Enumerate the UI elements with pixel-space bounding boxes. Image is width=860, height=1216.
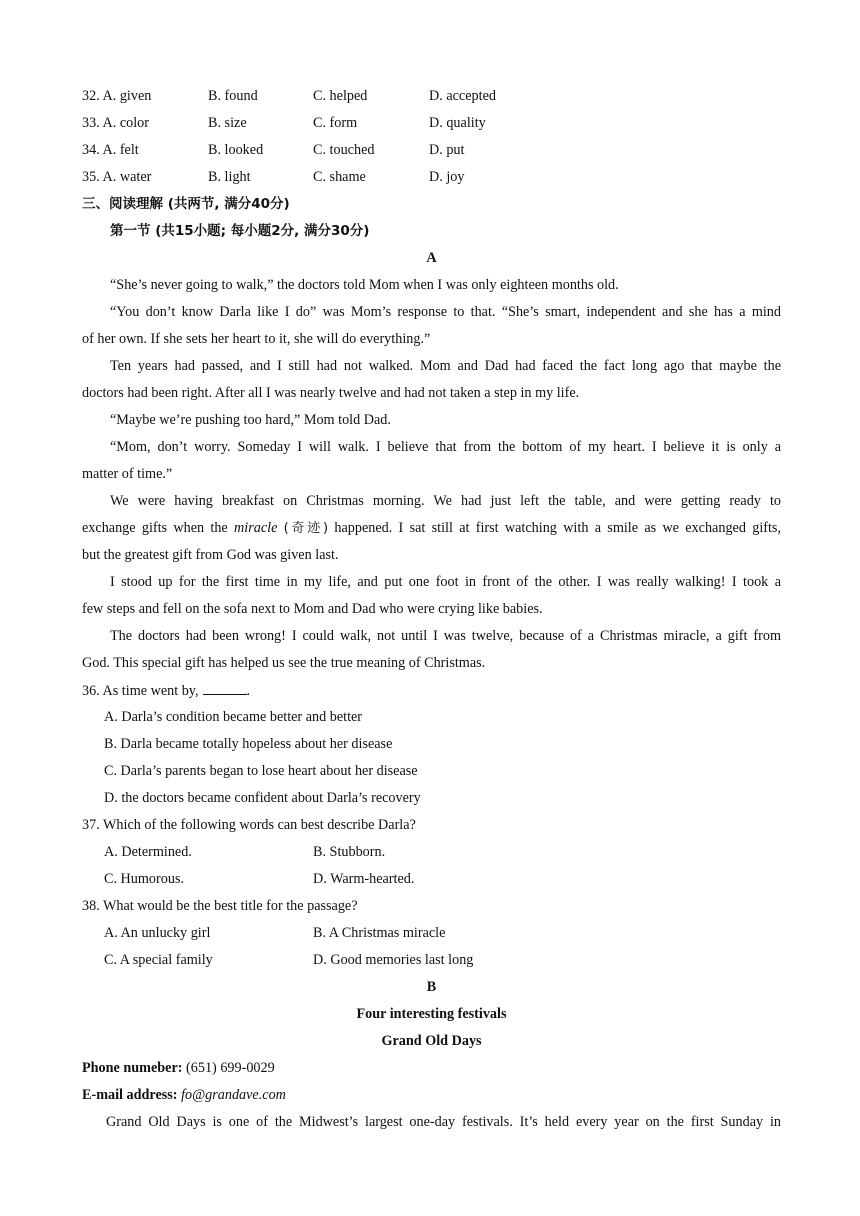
question-37-option-b: B. Stubborn. <box>313 844 386 860</box>
question-38-option-b: B. A Christmas miracle <box>313 925 446 941</box>
question-37-option-d: D. Warm-hearted. <box>313 871 415 887</box>
passage-b-paragraph: Grand Old Days is one of the Midwest’s largest one-day festivals. It’s held every year on the first Sunday in <box>106 1114 781 1130</box>
passage-a-label: A <box>426 250 437 266</box>
option-32-a: 32. A. given <box>82 88 152 104</box>
passage-a-paragraph: The doctors had been wrong! I could walk, not until I was twelve, because of a Christmas miracle, a gift from <box>110 628 781 644</box>
email-line <box>82 1085 782 1105</box>
answer-blank <box>203 680 247 695</box>
question-36-stem: 36. As time went by, <box>82 683 199 699</box>
question-37-option-c: C. Humorous. <box>104 871 185 887</box>
miracle-word: miracle <box>234 520 278 536</box>
option-34-a: 34. A. felt <box>82 142 139 158</box>
option-32-c: C. helped <box>313 88 368 104</box>
option-35-c: C. shame <box>313 169 366 185</box>
question-37-option-a: A. Determined. <box>104 844 192 860</box>
passage-a-paragraph: “You don’t know Darla like I do” was Mom’s response to that. “She’s smart, independent and she has a mind <box>110 304 781 320</box>
option-32-d: D. accepted <box>429 88 496 104</box>
question-38-option-c: C. A special family <box>104 952 213 968</box>
passage-a-paragraph: of her own. If she sets her heart to it, she will do everything.” <box>82 331 431 347</box>
section-heading: 三、阅读理解 (共两节, 满分40分) <box>82 196 290 212</box>
option-35-a: 35. A. water <box>82 169 152 185</box>
festival-title: Grand Old Days <box>381 1033 482 1049</box>
passage-a-paragraph: I stood up for the first time in my life, and put one foot in front of the other. I was really walking! I took a <box>110 574 781 590</box>
passage-a-paragraph: few steps and fell on the sofa next to Mom and Dad who were crying like babies. <box>82 601 543 617</box>
option-33-c: C. form <box>313 115 358 131</box>
passage-a-paragraph: “Maybe we’re pushing too hard,” Mom told Dad. <box>110 412 391 428</box>
option-33-a: 33. A. color <box>82 115 149 131</box>
option-35-d: D. joy <box>429 169 465 185</box>
option-33-b: B. size <box>208 115 247 131</box>
option-34-c: C. touched <box>313 142 375 158</box>
passage-a-paragraph: matter of time.” <box>82 466 173 482</box>
email-address: fo@grandave.com <box>181 1087 286 1103</box>
phone-label: Phone numeber: <box>82 1060 183 1076</box>
question-36-option-b: B. Darla became totally hopeless about her disease <box>104 736 393 752</box>
passage-a-paragraph: doctors had been right. After all I was nearly twelve and had not taken a step in my life. <box>82 385 580 401</box>
passage-a-paragraph: “She’s never going to walk,” the doctors told Mom when I was only eighteen months old. <box>110 277 619 293</box>
text-span: happened. I sat still at first watching with a smile as we exchanged gifts, <box>334 520 781 536</box>
question-36-option-d: D. the doctors became confident about Darla’s recovery <box>104 790 421 806</box>
phone-line <box>82 1058 782 1078</box>
chinese-gloss: (奇迹) <box>283 521 329 536</box>
subsection-heading: 第一节 (共15小题; 每小题2分, 满分30分) <box>110 223 370 239</box>
passage-b-title: Four interesting festivals <box>356 1006 507 1022</box>
passage-a-paragraph: We were having breakfast on Christmas morning. We had just left the table, and were getting ready to <box>110 493 781 509</box>
option-34-d: D. put <box>429 142 465 158</box>
question-38-stem: 38. What would be the best title for the passage? <box>82 898 358 914</box>
question-38-option-a: A. An unlucky girl <box>104 925 211 941</box>
passage-a-paragraph: but the greatest gift from God was given last. <box>82 547 339 563</box>
phone-number: (651) 699-0029 <box>186 1060 275 1076</box>
option-32-b: B. found <box>208 88 258 104</box>
text-span <box>234 520 328 536</box>
passage-a-paragraph: Ten years had passed, and I still had not walked. Mom and Dad had faced the fact long ago that maybe the <box>110 358 781 374</box>
question-36: 36. As time went by, . <box>82 680 782 701</box>
passage-a-paragraph <box>82 518 781 539</box>
email-label: E-mail address: <box>82 1087 178 1103</box>
option-35-b: B. light <box>208 169 251 185</box>
question-36-option-c: C. Darla’s parents began to lose heart about her disease <box>104 763 418 779</box>
text-span: exchange gifts when the <box>82 520 228 536</box>
passage-b-label: B <box>426 979 437 995</box>
question-38-option-d: D. Good memories last long <box>313 952 474 968</box>
question-36-option-a: A. Darla’s condition became better and better <box>104 709 363 725</box>
question-37-stem: 37. Which of the following words can best describe Darla? <box>82 817 416 833</box>
option-33-d: D. quality <box>429 115 486 131</box>
option-34-b: B. looked <box>208 142 264 158</box>
passage-a-paragraph: “Mom, don’t worry. Someday I will walk. I believe that from the bottom of my heart. I believe it is only a <box>110 439 781 455</box>
passage-a-paragraph: God. This special gift has helped us see the true meaning of Christmas. <box>82 655 486 671</box>
